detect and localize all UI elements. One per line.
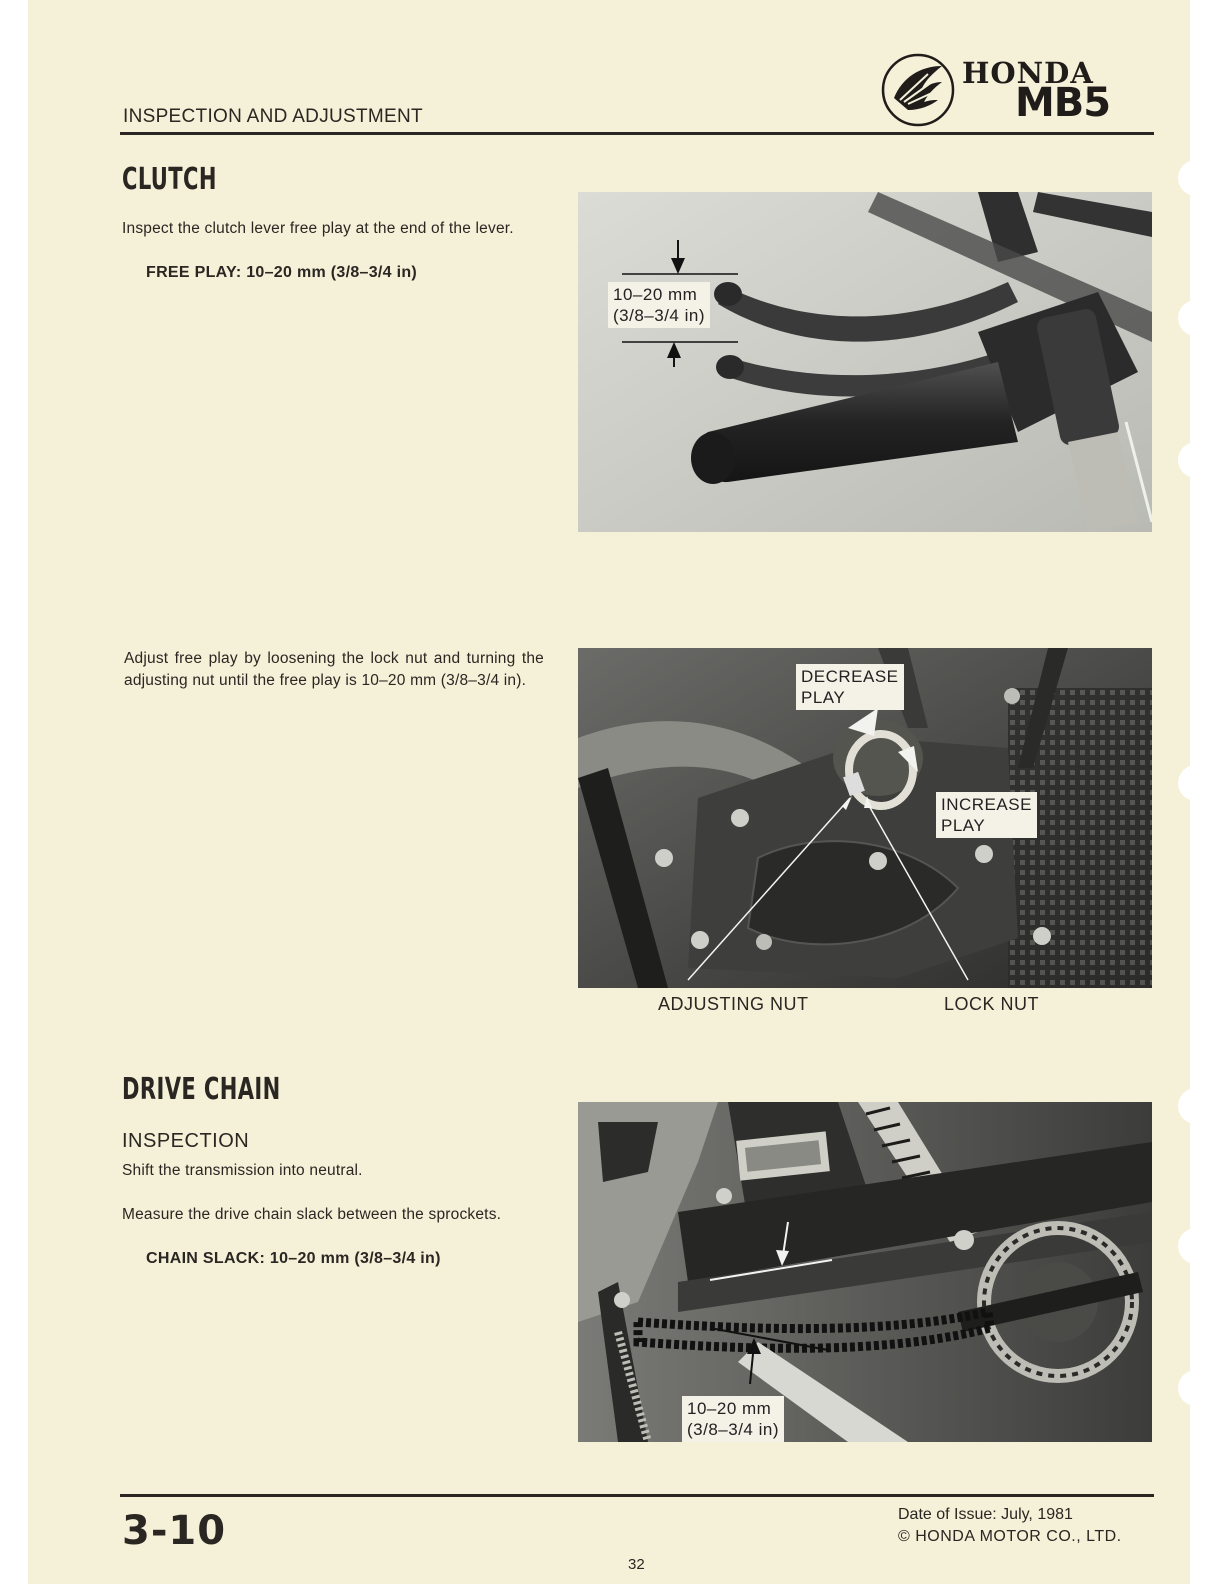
measure-slack-text: Measure the drive chain slack between the sprockets. xyxy=(122,1206,502,1223)
drive-chain-illustration xyxy=(578,1102,1152,1442)
binder-hole xyxy=(1178,300,1196,336)
clutch-adjuster-photo xyxy=(578,648,1152,988)
sheet-number: 32 xyxy=(628,1556,645,1573)
issue-date: Date of Issue: July, 1981 xyxy=(898,1506,1073,1523)
clutch-adjust-text: Adjust free play by loosening the lock nut and turning the adjusting nut until the free play is 10–20 mm (3/8–3/4 in). xyxy=(124,650,544,689)
clutch-lever-illustration xyxy=(578,192,1152,532)
footer-rule xyxy=(120,1494,1154,1497)
lock-nut-caption: LOCK NUT xyxy=(944,994,1040,1014)
clutch-heading: CLUTCH xyxy=(122,162,217,197)
callout-line: 10–20 mm xyxy=(613,285,698,304)
copyright: © HONDA MOTOR CO., LTD. xyxy=(898,1528,1122,1545)
header-rule xyxy=(120,132,1154,135)
adjusting-nut-caption: ADJUSTING NUT xyxy=(658,994,809,1014)
honda-logo xyxy=(880,52,1160,132)
free-play-callout xyxy=(608,282,710,328)
binder-hole xyxy=(1178,160,1196,196)
page-number: 3-10 xyxy=(122,1508,227,1554)
binder-hole xyxy=(1178,442,1196,478)
binder-hole xyxy=(1178,1228,1196,1264)
clutch-lever-photo xyxy=(578,192,1152,532)
callout-line: DECREASE xyxy=(801,667,899,686)
binder-hole xyxy=(1178,765,1196,801)
clutch-inspect-text: Inspect the clutch lever free play at the end of the lever. xyxy=(122,220,514,237)
brand-name: HONDA xyxy=(962,56,1094,90)
decrease-play-callout xyxy=(796,664,904,710)
callout-line: PLAY xyxy=(801,688,846,707)
free-play-spec: FREE PLAY: 10–20 mm (3/8–3/4 in) xyxy=(146,264,418,281)
neutral-step-text: Shift the transmission into neutral. xyxy=(122,1162,363,1179)
chain-slack-callout xyxy=(682,1396,784,1442)
drive-chain-photo xyxy=(578,1102,1152,1442)
callout-line: INCREASE xyxy=(941,795,1032,814)
binder-hole xyxy=(1178,1088,1196,1124)
callout-line: (3/8–3/4 in) xyxy=(687,1420,779,1439)
chain-slack-spec: CHAIN SLACK: 10–20 mm (3/8–3/4 in) xyxy=(146,1250,441,1267)
honda-wing-emblem-icon xyxy=(880,52,956,128)
model-name: MB5 xyxy=(1015,80,1111,126)
callout-line: (3/8–3/4 in) xyxy=(613,306,705,325)
callout-line: PLAY xyxy=(941,816,986,835)
callout-line: 10–20 mm xyxy=(687,1399,772,1418)
drive-chain-heading: DRIVE CHAIN xyxy=(122,1072,281,1107)
binder-hole xyxy=(1178,1370,1196,1406)
scan-left-margin xyxy=(0,0,28,1584)
increase-play-callout xyxy=(936,792,1037,838)
section-title: INSPECTION AND ADJUSTMENT xyxy=(123,106,423,127)
inspection-subheading: INSPECTION xyxy=(122,1130,250,1152)
